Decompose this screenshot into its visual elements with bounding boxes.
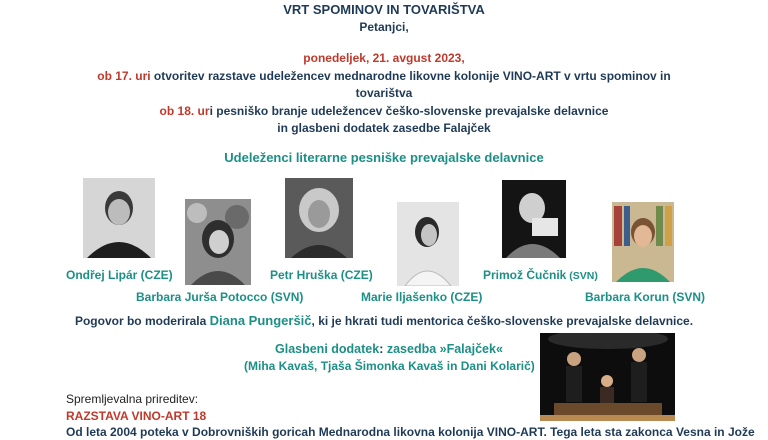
participants-heading: Udeleženci literarne pesniške prevajalske delavnice: [224, 150, 544, 165]
side-event-text: Od leta 2004 poteka v Dobrovniških goricah Mednarodna likovna kolonija VINO-ART. Tega leta sta zakonca Vesna in Jože: [66, 425, 755, 439]
portrait-photo: [185, 199, 251, 285]
participant-country: (SVN): [566, 270, 598, 282]
participant-name: Barbara Jurša Potocco (SVN): [136, 290, 304, 304]
event-date: ponedeljek, 21. avgust 2023,: [303, 51, 465, 65]
side-event-title: RAZSTAVA VINO-ART 18: [66, 409, 207, 423]
event-title: VRT SPOMINOV IN TOVARIŠTVA: [283, 2, 485, 17]
moderation-note: [0, 313, 768, 328]
music-line: [275, 342, 503, 356]
participant-name-text: Primož Čučnik: [483, 268, 567, 282]
program-item-1: [0, 69, 768, 83]
band-photo: [540, 333, 675, 421]
program-item-1-text: otvoritev razstave udeležencev mednarodne likovne kolonije VINO-ART v vrtu spominov in: [150, 69, 671, 83]
music-colon: :: [379, 342, 387, 356]
side-event-label: Spremljevalna prireditev:: [66, 392, 199, 406]
program-item-2-time: ob 18. ur: [159, 104, 210, 118]
program-item-2-cont: in glasbeni dodatek zasedbe Falajček: [277, 121, 491, 135]
participant-name: [483, 268, 598, 282]
program-item-2: [0, 104, 768, 118]
program-item-2-text: pesniško branje udeležencev češko-slovenske prevajalske delavnice: [212, 104, 609, 118]
moderation-after: , ki je hkrati tudi mentorica češko-slovenske prevajalske delavnice.: [311, 314, 694, 328]
program-item-1-cont: tovarištva: [355, 86, 413, 100]
music-band: zasedba »Falajček«: [386, 342, 503, 356]
portrait-photo: [612, 202, 674, 282]
moderation-before: Pogovor bo moderirala: [74, 314, 210, 328]
music-members: (Miha Kavaš, Tjaša Šimonka Kavaš in Dani Kolarič): [244, 359, 535, 373]
portrait-photo: [285, 178, 353, 258]
music-label: Glasbeni dodatek: [275, 342, 380, 356]
portrait-photo: [397, 202, 459, 286]
participant-name: Marie Iljašenko (CZE): [361, 290, 483, 304]
program-item-1-time: ob 17. uri: [97, 69, 151, 83]
participant-name: Ondřej Lipár (CZE): [66, 268, 173, 282]
portrait-photo: [502, 180, 566, 258]
program-item-2-i: i: [209, 104, 213, 118]
portrait-photo: [83, 178, 155, 258]
event-place: Petanjci,: [359, 20, 409, 34]
moderator-name: Diana Pungeršič: [209, 313, 312, 328]
participant-name: Barbara Korun (SVN): [585, 290, 706, 304]
participant-name: Petr Hruška (CZE): [270, 268, 373, 282]
